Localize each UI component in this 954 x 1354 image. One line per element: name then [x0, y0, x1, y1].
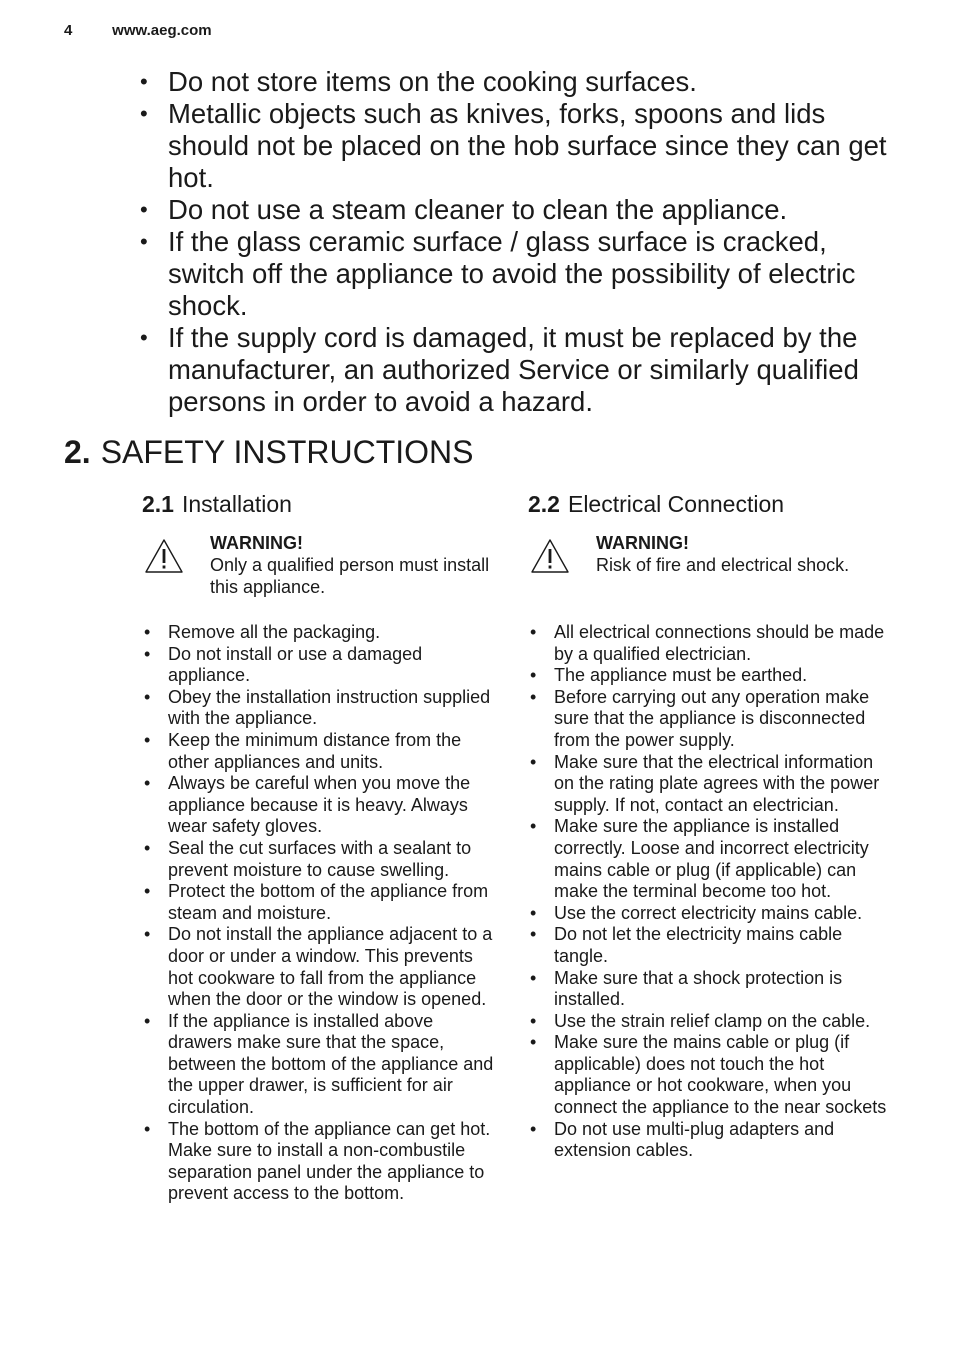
warning-text: Risk of fire and electrical shock. — [596, 555, 850, 575]
list-item: • Remove all the packaging. — [142, 622, 502, 644]
electrical-heading — [528, 488, 888, 520]
installation-list — [142, 622, 502, 1205]
electrical-list — [528, 622, 888, 1162]
section-title-text: SAFETY INSTRUCTIONS — [100, 434, 474, 470]
installation-column — [142, 488, 502, 1205]
list-item: • Do not let the electricity mains cable tangle. — [528, 924, 888, 967]
subsection-title: Installation — [181, 491, 292, 517]
installation-heading — [142, 488, 502, 520]
electrical-column — [528, 488, 888, 1162]
list-item: • If the appliance is installed above drawers make sure that the space, between the bottom of the appliance and the upper drawer, is sufficient for air circulation. — [142, 1011, 502, 1119]
list-item: • All electrical connections should be made by a qualified electrician. — [528, 622, 888, 665]
subsection-number: 2.2 — [528, 491, 560, 517]
page-header — [64, 22, 212, 39]
list-item: • Do not use a steam cleaner to clean the appliance. — [140, 194, 900, 226]
list-item: • Use the strain relief clamp on the cable. — [528, 1011, 888, 1033]
list-item: • Always be careful when you move the appliance because it is heavy. Always wear safety gloves. — [142, 773, 502, 838]
list-item: • The appliance must be earthed. — [528, 665, 888, 687]
list-item: • Make sure the appliance is installed correctly. Loose and incorrect electricity mains cable or plug (if applicable) can make the terminal become too hot. — [528, 816, 888, 902]
list-item: • Make sure that the electrical information on the rating plate agrees with the power supply. If not, contact an electrician. — [528, 752, 888, 817]
list-item: • Make sure the mains cable or plug (if applicable) does not touch the hot appliance or hot cookware, when you connect the appliance to the near sockets — [528, 1032, 888, 1118]
installation-warning — [142, 532, 502, 614]
list-item: • Do not use multi-plug adapters and extension cables. — [528, 1119, 888, 1162]
subsection-number: 2.1 — [142, 491, 174, 517]
top-bullet-list — [140, 66, 900, 418]
list-item: • Before carrying out any operation make sure that the appliance is disconnected from the power supply. — [528, 687, 888, 752]
subsection-title: Electrical Connection — [567, 491, 785, 517]
list-item: • Obey the installation instruction supplied with the appliance. — [142, 687, 502, 730]
list-item: • Protect the bottom of the appliance from steam and moisture. — [142, 881, 502, 924]
page-number: 4 — [64, 22, 73, 39]
list-item: • Do not install or use a damaged appliance. — [142, 644, 502, 687]
warning-title: WARNING! — [210, 533, 303, 553]
list-item: • If the glass ceramic surface / glass surface is cracked, switch off the appliance to avoid the possibility of electric shock. — [140, 226, 900, 322]
list-item: • Make sure that a shock protection is installed. — [528, 968, 888, 1011]
website-url[interactable]: www.aeg.com — [112, 22, 212, 39]
list-item: • Seal the cut surfaces with a sealant to prevent moisture to cause swelling. — [142, 838, 502, 881]
list-item: • Keep the minimum distance from the other appliances and units. — [142, 730, 502, 773]
list-item: • Use the correct electricity mains cable. — [528, 903, 888, 925]
section-number: 2. — [64, 434, 91, 470]
list-item: • Do not store items on the cooking surfaces. — [140, 66, 900, 98]
warning-title: WARNING! — [596, 533, 689, 553]
list-item: • The bottom of the appliance can get hot. Make sure to install a non-combustile separation panel under the appliance to prevent access to the bottom. — [142, 1119, 502, 1205]
list-item: • Do not install the appliance adjacent to a door or under a window. This prevents hot cookware to fall from the appliance when the door or the window is opened. — [142, 924, 502, 1010]
warning-triangle-icon — [530, 538, 570, 574]
list-item: • Metallic objects such as knives, forks, spoons and lids should not be placed on the hob surface since they can get hot. — [140, 98, 900, 194]
section-title — [64, 434, 473, 471]
electrical-warning — [528, 532, 888, 614]
warning-triangle-icon — [144, 538, 184, 574]
warning-text: Only a qualified person must install this appliance. — [210, 555, 490, 597]
list-item: • If the supply cord is damaged, it must be replaced by the manufacturer, an authorized Service or similarly qualified persons in order to avoid a hazard. — [140, 322, 900, 418]
